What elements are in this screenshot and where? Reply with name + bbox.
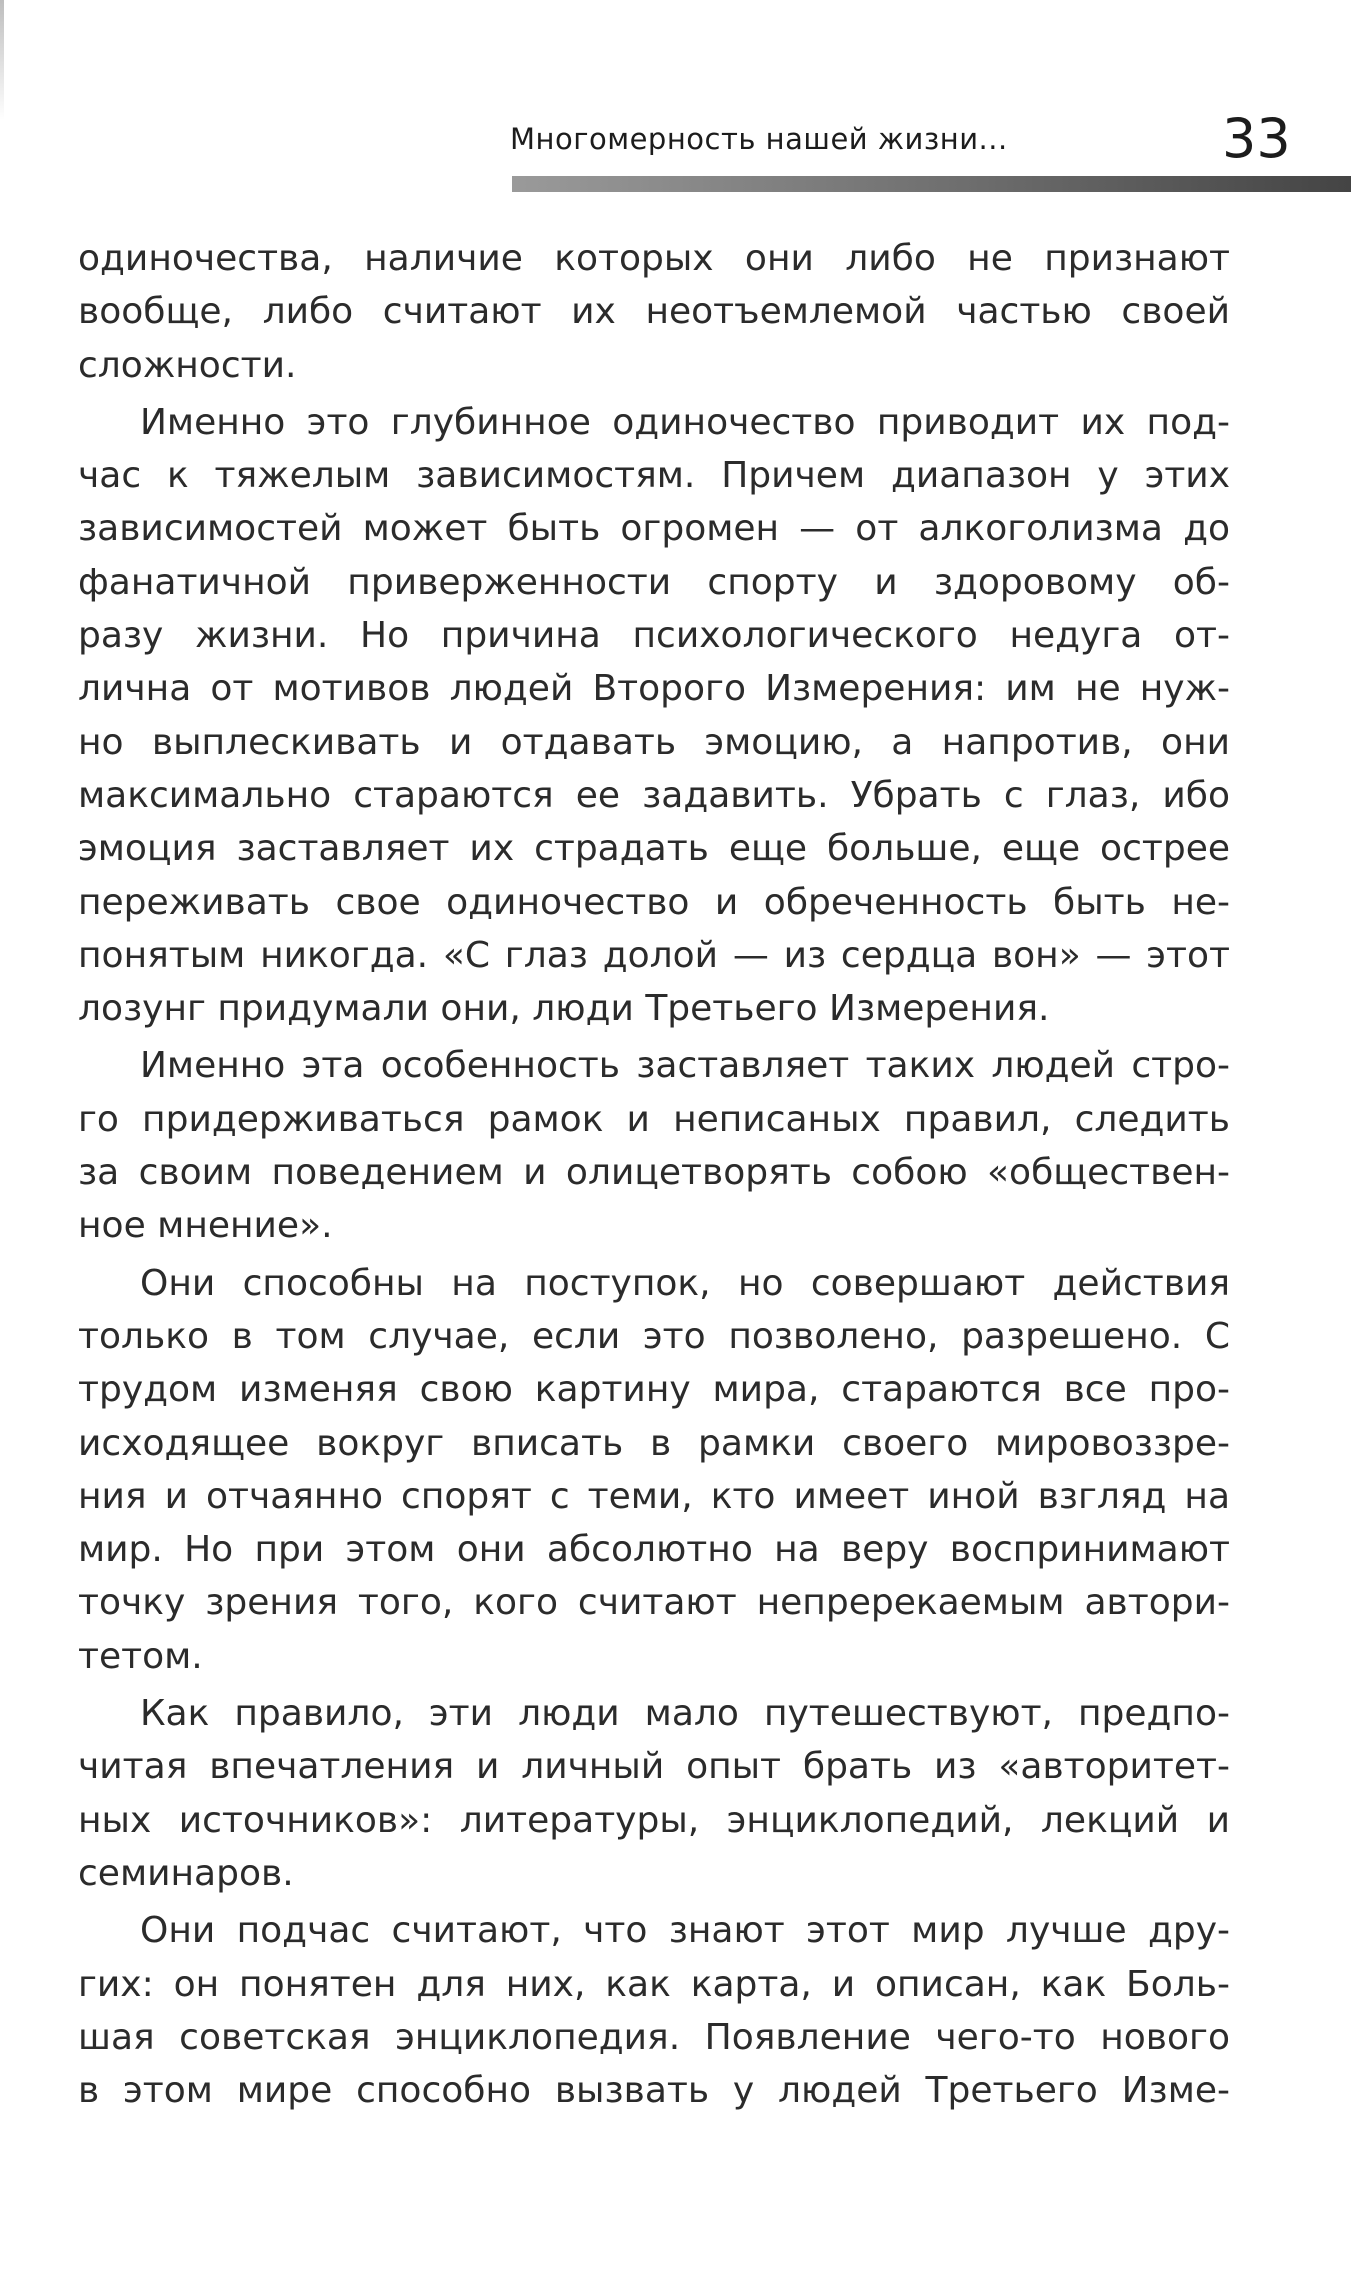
text-line: разу жизни. Но причина психологического недуга от- <box>78 615 1230 657</box>
text-line: лозунг придумали они, люди Третьего Измерения. <box>78 988 1050 1030</box>
paragraph <box>78 1687 1230 1900</box>
text-line: ных источников»: литературы, энциклопедий, лекций и <box>78 1799 1230 1841</box>
text-line: гих: он понятен для них, как карта, и описан, как Боль- <box>78 1963 1230 2005</box>
text-line: точку зрения того, кого считают непререкаемым автори- <box>78 1582 1230 1624</box>
text-line: за своим поведением и олицетворять собою «обществен- <box>78 1152 1230 1194</box>
paragraph <box>78 1039 1230 1252</box>
text-line: Именно это глубинное одиночество приводит их под- <box>140 401 1230 443</box>
text-line: шая советская энциклопедия. Появление чего-то нового <box>78 2016 1230 2058</box>
text-line: лична от мотивов людей Второго Измерения: им не нуж- <box>78 668 1230 710</box>
text-line: Как правило, эти люди мало путешествуют, предпо- <box>140 1693 1230 1735</box>
text-line: фанатичной приверженности спорту и здоровому об- <box>78 561 1230 603</box>
text-line: ное мнение». <box>78 1205 333 1247</box>
page-edge-shadow <box>0 0 4 120</box>
paragraph <box>78 1904 1230 2117</box>
text-line: максимально стараются ее задавить. Убрать с глаз, ибо <box>78 774 1230 816</box>
text-line: но выплескивать и отдавать эмоцию, а напротив, они <box>78 721 1230 763</box>
text-line: вообще, либо считают их неотъемлемой частью своей <box>78 291 1230 333</box>
text-line: семинаров. <box>78 1852 294 1894</box>
running-header-title: Многомерность нашей жизни... <box>510 122 1008 156</box>
text-line: исходящее вокруг вписать в рамки своего мировоззре- <box>78 1422 1230 1464</box>
text-line: го придерживаться рамок и неписаных правил, следить <box>78 1098 1230 1140</box>
text-line: переживать свое одиночество и обреченность быть не- <box>78 881 1230 923</box>
text-line: в этом мире способно вызвать у людей Третьего Изме- <box>78 2070 1230 2112</box>
text-line: тетом. <box>78 1635 203 1677</box>
paragraph <box>78 1257 1230 1683</box>
text-line: сложности. <box>78 344 297 386</box>
text-line: ния и отчаянно спорят с теми, кто имеет иной взгляд на <box>78 1475 1230 1517</box>
body-text <box>78 232 1230 2117</box>
text-line: только в том случае, если это позволено, разрешено. С <box>78 1315 1230 1357</box>
text-line: трудом изменяя свою картину мира, стараются все про- <box>78 1369 1230 1411</box>
text-line: одиночества, наличие которых они либо не признают <box>78 238 1230 279</box>
text-line: Они подчас считают, что знают этот мир лучше дру- <box>140 1910 1230 1952</box>
text-line: зависимостей может быть огромен — от алкоголизма до <box>78 508 1230 550</box>
text-line: эмоция заставляет их страдать еще больше, еще острее <box>78 828 1230 870</box>
text-line: понятым никогда. «С глаз долой — из сердца вон» — этот <box>78 934 1230 976</box>
text-line: Они способны на поступок, но совершают действия <box>140 1262 1230 1304</box>
page-number: 33 <box>1222 107 1291 170</box>
text-line: час к тяжелым зависимостям. Причем диапазон у этих <box>78 455 1230 497</box>
paragraph <box>78 396 1230 1036</box>
text-line: Именно эта особенность заставляет таких людей стро- <box>140 1045 1230 1087</box>
paragraph <box>78 232 1230 392</box>
header-rule <box>512 176 1351 192</box>
text-line: мир. Но при этом они абсолютно на веру воспринимают <box>78 1529 1230 1571</box>
text-line: читая впечатления и личный опыт брать из «авторитет- <box>78 1746 1230 1788</box>
